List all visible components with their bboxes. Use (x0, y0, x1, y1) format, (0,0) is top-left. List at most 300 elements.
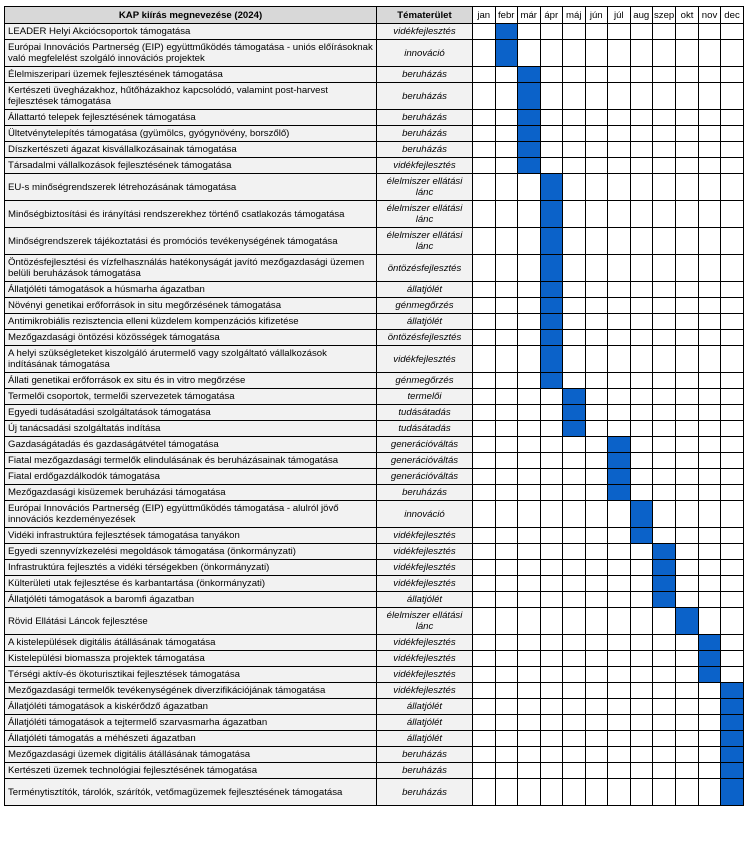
month-cell-okt (676, 158, 699, 174)
month-cell-okt (676, 255, 699, 282)
month-cell-aug (630, 346, 653, 373)
month-cell-máj (563, 485, 586, 501)
row-name: Egyedi szennyvízkezelési megoldások támogatása (önkormányzati) (5, 544, 377, 560)
month-cell-okt (676, 201, 699, 228)
month-cell-máj (563, 699, 586, 715)
month-cell-ápr (540, 667, 563, 683)
row-name: Gazdaságátadás és gazdaságátvétel támogatása (5, 437, 377, 453)
month-cell-júl (608, 501, 631, 528)
row-name: Díszkertészeti ágazat kisvállalkozásainak támogatása (5, 142, 377, 158)
month-cell-jan (473, 330, 496, 346)
month-cell-dec (721, 544, 744, 560)
month-cell-dec (721, 126, 744, 142)
month-cell-febr (495, 142, 518, 158)
month-cell-jún (585, 544, 608, 560)
month-cell-dec (721, 528, 744, 544)
month-cell-aug (630, 373, 653, 389)
month-cell-máj (563, 142, 586, 158)
month-cell-dec (721, 346, 744, 373)
month-cell-máj (563, 576, 586, 592)
month-cell-nov (698, 715, 721, 731)
row-topic: vidékfejlesztés (377, 528, 473, 544)
month-cell-már (518, 24, 541, 40)
month-cell-júl (608, 346, 631, 373)
month-header-aug: aug (630, 7, 653, 24)
month-cell-okt (676, 228, 699, 255)
month-cell-máj (563, 346, 586, 373)
month-cell-ápr (540, 731, 563, 747)
month-cell-jún (585, 40, 608, 67)
month-cell-júl (608, 763, 631, 779)
month-cell-dec (721, 110, 744, 126)
month-cell-máj (563, 453, 586, 469)
month-cell-okt (676, 346, 699, 373)
row-name: Külterületi utak fejlesztése és karbantartása (önkormányzati) (5, 576, 377, 592)
row-topic: beruházás (377, 142, 473, 158)
row-name: Ültetvénytelepítés támogatása (gyümölcs, gyógynövény, borszőlő) (5, 126, 377, 142)
month-cell-okt (676, 110, 699, 126)
month-cell-aug (630, 201, 653, 228)
row-name: Öntözésfejlesztési és vízfelhasználás hatékonyságát javító mezőgazdasági üzemen belüli beruházások támogatása (5, 255, 377, 282)
month-cell-ápr (540, 608, 563, 635)
month-cell-jan (473, 608, 496, 635)
month-cell-szep (653, 608, 676, 635)
row-name: Állatjóléti támogatások a kiskérődző ágazatban (5, 699, 377, 715)
month-cell-júl (608, 298, 631, 314)
month-cell-szep (653, 779, 676, 806)
month-cell-jún (585, 501, 608, 528)
month-cell-febr (495, 501, 518, 528)
table-row (5, 298, 744, 314)
month-cell-júl (608, 142, 631, 158)
month-cell-aug (630, 683, 653, 699)
month-marker-ápr (540, 346, 563, 373)
table-row (5, 608, 744, 635)
row-name: Állatjóléti támogatások a baromfi ágazatban (5, 592, 377, 608)
month-cell-jan (473, 40, 496, 67)
month-cell-febr (495, 715, 518, 731)
table-row (5, 126, 744, 142)
month-cell-jan (473, 421, 496, 437)
month-cell-júl (608, 592, 631, 608)
month-cell-szep (653, 24, 676, 40)
month-cell-nov (698, 544, 721, 560)
month-cell-szep (653, 485, 676, 501)
table-row (5, 282, 744, 298)
month-cell-okt (676, 67, 699, 83)
month-cell-ápr (540, 779, 563, 806)
month-cell-jan (473, 142, 496, 158)
month-cell-febr (495, 667, 518, 683)
month-cell-aug (630, 228, 653, 255)
month-cell-aug (630, 453, 653, 469)
month-cell-máj (563, 683, 586, 699)
month-cell-nov (698, 437, 721, 453)
row-name: Egyedi tudásátadási szolgáltatások támogatása (5, 405, 377, 421)
month-cell-okt (676, 282, 699, 298)
month-cell-szep (653, 255, 676, 282)
month-cell-júl (608, 635, 631, 651)
month-cell-nov (698, 373, 721, 389)
month-cell-máj (563, 592, 586, 608)
row-topic: beruházás (377, 779, 473, 806)
row-name: Térségi aktív-és ökoturisztikai fejlesztések támogatása (5, 667, 377, 683)
month-cell-ápr (540, 528, 563, 544)
month-cell-ápr (540, 699, 563, 715)
row-topic: generációváltás (377, 453, 473, 469)
table-row (5, 40, 744, 67)
month-cell-aug (630, 544, 653, 560)
month-cell-jan (473, 453, 496, 469)
row-name: Kertészeti üzemek technológiai fejlesztésének támogatása (5, 763, 377, 779)
month-cell-már (518, 314, 541, 330)
month-cell-ápr (540, 635, 563, 651)
month-cell-dec (721, 421, 744, 437)
row-topic: vidékfejlesztés (377, 651, 473, 667)
month-cell-okt (676, 560, 699, 576)
month-marker-már (518, 158, 541, 174)
month-cell-máj (563, 469, 586, 485)
month-cell-jan (473, 528, 496, 544)
month-marker-már (518, 110, 541, 126)
row-name: Állatjóléti támogatás a méhészeti ágazatban (5, 731, 377, 747)
month-cell-máj (563, 83, 586, 110)
month-cell-jún (585, 282, 608, 298)
month-cell-már (518, 437, 541, 453)
month-cell-dec (721, 501, 744, 528)
month-cell-dec (721, 405, 744, 421)
month-cell-szep (653, 683, 676, 699)
month-cell-febr (495, 683, 518, 699)
table-row (5, 528, 744, 544)
month-cell-júl (608, 699, 631, 715)
month-cell-dec (721, 560, 744, 576)
month-cell-júl (608, 683, 631, 699)
month-cell-máj (563, 747, 586, 763)
month-cell-okt (676, 24, 699, 40)
month-cell-ápr (540, 592, 563, 608)
month-cell-febr (495, 731, 518, 747)
month-cell-szep (653, 528, 676, 544)
month-cell-júl (608, 67, 631, 83)
month-cell-szep (653, 763, 676, 779)
table-row (5, 592, 744, 608)
month-cell-jan (473, 255, 496, 282)
month-cell-dec (721, 373, 744, 389)
month-cell-aug (630, 405, 653, 421)
month-cell-jan (473, 560, 496, 576)
month-cell-aug (630, 83, 653, 110)
month-cell-aug (630, 437, 653, 453)
month-cell-dec (721, 158, 744, 174)
month-marker-aug (630, 528, 653, 544)
month-cell-dec (721, 469, 744, 485)
month-cell-ápr (540, 715, 563, 731)
month-cell-okt (676, 528, 699, 544)
month-cell-júl (608, 544, 631, 560)
month-cell-aug (630, 763, 653, 779)
month-marker-ápr (540, 298, 563, 314)
month-cell-már (518, 699, 541, 715)
month-cell-okt (676, 142, 699, 158)
month-cell-jan (473, 731, 496, 747)
month-cell-nov (698, 255, 721, 282)
month-cell-jan (473, 405, 496, 421)
month-cell-febr (495, 576, 518, 592)
month-cell-jún (585, 699, 608, 715)
month-cell-dec (721, 389, 744, 405)
month-cell-nov (698, 40, 721, 67)
month-cell-máj (563, 330, 586, 346)
month-cell-dec (721, 576, 744, 592)
month-cell-febr (495, 528, 518, 544)
month-cell-máj (563, 24, 586, 40)
month-cell-már (518, 40, 541, 67)
month-cell-szep (653, 731, 676, 747)
month-cell-jún (585, 314, 608, 330)
month-cell-jún (585, 485, 608, 501)
month-cell-szep (653, 201, 676, 228)
month-cell-jún (585, 453, 608, 469)
month-cell-aug (630, 592, 653, 608)
month-cell-febr (495, 110, 518, 126)
row-name: Vidéki infrastruktúra fejlesztések támogatása tanyákon (5, 528, 377, 544)
row-name: Mezőgazdasági üzemek digitális átállásának támogatása (5, 747, 377, 763)
month-cell-jan (473, 544, 496, 560)
month-cell-okt (676, 437, 699, 453)
month-cell-szep (653, 228, 676, 255)
month-marker-szep (653, 544, 676, 560)
month-cell-dec (721, 24, 744, 40)
month-cell-már (518, 779, 541, 806)
month-cell-febr (495, 330, 518, 346)
month-marker-júl (608, 469, 631, 485)
month-cell-aug (630, 485, 653, 501)
month-cell-aug (630, 24, 653, 40)
month-cell-aug (630, 421, 653, 437)
month-cell-jún (585, 228, 608, 255)
month-marker-nov (698, 651, 721, 667)
month-cell-okt (676, 330, 699, 346)
month-cell-aug (630, 255, 653, 282)
month-cell-aug (630, 608, 653, 635)
month-cell-máj (563, 763, 586, 779)
row-topic: vidékfejlesztés (377, 667, 473, 683)
month-cell-febr (495, 608, 518, 635)
row-topic: állatjólét (377, 699, 473, 715)
month-cell-már (518, 763, 541, 779)
row-topic: termelői (377, 389, 473, 405)
month-cell-jan (473, 298, 496, 314)
month-cell-nov (698, 228, 721, 255)
month-cell-már (518, 346, 541, 373)
month-cell-ápr (540, 405, 563, 421)
month-cell-júl (608, 747, 631, 763)
month-cell-dec (721, 667, 744, 683)
month-marker-már (518, 142, 541, 158)
month-cell-ápr (540, 389, 563, 405)
table-row (5, 699, 744, 715)
month-cell-okt (676, 83, 699, 110)
month-cell-már (518, 485, 541, 501)
month-cell-febr (495, 469, 518, 485)
month-cell-már (518, 544, 541, 560)
month-cell-febr (495, 747, 518, 763)
month-marker-szep (653, 560, 676, 576)
table-row (5, 667, 744, 683)
row-topic: vidékfejlesztés (377, 544, 473, 560)
month-cell-okt (676, 405, 699, 421)
month-cell-nov (698, 608, 721, 635)
month-marker-máj (563, 389, 586, 405)
month-cell-szep (653, 83, 676, 110)
month-cell-júl (608, 405, 631, 421)
month-marker-ápr (540, 282, 563, 298)
month-cell-okt (676, 501, 699, 528)
month-cell-jún (585, 715, 608, 731)
month-cell-szep (653, 40, 676, 67)
month-cell-júl (608, 576, 631, 592)
month-cell-ápr (540, 683, 563, 699)
table-row (5, 314, 744, 330)
row-topic: innováció (377, 501, 473, 528)
month-cell-jún (585, 608, 608, 635)
month-cell-okt (676, 635, 699, 651)
month-cell-jún (585, 158, 608, 174)
month-cell-szep (653, 110, 676, 126)
month-cell-okt (676, 731, 699, 747)
table-row (5, 330, 744, 346)
month-cell-okt (676, 651, 699, 667)
month-cell-febr (495, 405, 518, 421)
table-row (5, 405, 744, 421)
month-cell-nov (698, 485, 721, 501)
month-marker-már (518, 67, 541, 83)
month-cell-már (518, 373, 541, 389)
month-cell-júl (608, 40, 631, 67)
month-cell-dec (721, 453, 744, 469)
month-cell-jan (473, 437, 496, 453)
row-name: Rövid Ellátási Láncok fejlesztése (5, 608, 377, 635)
month-marker-dec (721, 779, 744, 806)
table-row (5, 453, 744, 469)
month-cell-febr (495, 763, 518, 779)
row-topic: élelmiszer ellátási lánc (377, 174, 473, 201)
month-cell-jún (585, 421, 608, 437)
month-cell-febr (495, 67, 518, 83)
month-cell-jún (585, 174, 608, 201)
month-cell-szep (653, 330, 676, 346)
month-cell-jún (585, 330, 608, 346)
month-cell-júl (608, 779, 631, 806)
month-marker-dec (721, 683, 744, 699)
month-cell-már (518, 501, 541, 528)
month-marker-már (518, 83, 541, 110)
month-cell-febr (495, 635, 518, 651)
month-cell-júl (608, 421, 631, 437)
month-cell-jún (585, 201, 608, 228)
month-cell-jún (585, 24, 608, 40)
month-cell-jan (473, 715, 496, 731)
month-cell-máj (563, 298, 586, 314)
month-cell-febr (495, 592, 518, 608)
month-header-júl: júl (608, 7, 631, 24)
month-cell-febr (495, 651, 518, 667)
month-cell-dec (721, 83, 744, 110)
month-cell-nov (698, 747, 721, 763)
month-cell-jan (473, 635, 496, 651)
month-cell-júl (608, 110, 631, 126)
month-cell-febr (495, 255, 518, 282)
month-cell-jún (585, 255, 608, 282)
month-marker-júl (608, 453, 631, 469)
month-cell-ápr (540, 485, 563, 501)
month-cell-júl (608, 282, 631, 298)
month-cell-febr (495, 389, 518, 405)
month-cell-dec (721, 651, 744, 667)
month-header-jún: jún (585, 7, 608, 24)
month-marker-ápr (540, 314, 563, 330)
month-cell-szep (653, 437, 676, 453)
month-cell-ápr (540, 67, 563, 83)
row-topic: vidékfejlesztés (377, 635, 473, 651)
month-cell-jún (585, 83, 608, 110)
row-topic: beruházás (377, 67, 473, 83)
month-cell-jan (473, 576, 496, 592)
row-topic: állatjólét (377, 731, 473, 747)
row-name: Új tanácsadási szolgáltatás indítása (5, 421, 377, 437)
month-marker-febr (495, 24, 518, 40)
month-cell-jan (473, 24, 496, 40)
table-row (5, 763, 744, 779)
table-row (5, 651, 744, 667)
row-topic: generációváltás (377, 437, 473, 453)
table-row (5, 228, 744, 255)
month-cell-szep (653, 501, 676, 528)
month-marker-okt (676, 608, 699, 635)
table-row (5, 174, 744, 201)
month-cell-szep (653, 469, 676, 485)
header-row (5, 7, 744, 24)
month-cell-dec (721, 174, 744, 201)
month-header-máj: máj (563, 7, 586, 24)
month-cell-dec (721, 314, 744, 330)
month-cell-jan (473, 592, 496, 608)
row-name: A helyi szükségleteket kiszolgáló árutermelő vagy szolgáltató vállalkozások indításának támogatása (5, 346, 377, 373)
month-cell-szep (653, 635, 676, 651)
row-name: Európai Innovációs Partnerség (EIP) együttműködés támogatása - alulról jövő innovációs kezdeményezések (5, 501, 377, 528)
month-marker-ápr (540, 255, 563, 282)
month-cell-dec (721, 255, 744, 282)
month-cell-dec (721, 330, 744, 346)
row-topic: élelmiszer ellátási lánc (377, 201, 473, 228)
month-cell-nov (698, 731, 721, 747)
row-topic: beruházás (377, 763, 473, 779)
table-row (5, 67, 744, 83)
row-topic: vidékfejlesztés (377, 158, 473, 174)
month-marker-ápr (540, 174, 563, 201)
month-marker-aug (630, 501, 653, 528)
month-cell-dec (721, 40, 744, 67)
month-cell-nov (698, 282, 721, 298)
month-cell-okt (676, 40, 699, 67)
month-cell-már (518, 731, 541, 747)
month-cell-szep (653, 667, 676, 683)
month-cell-jan (473, 314, 496, 330)
month-cell-ápr (540, 763, 563, 779)
month-cell-nov (698, 779, 721, 806)
month-cell-nov (698, 453, 721, 469)
